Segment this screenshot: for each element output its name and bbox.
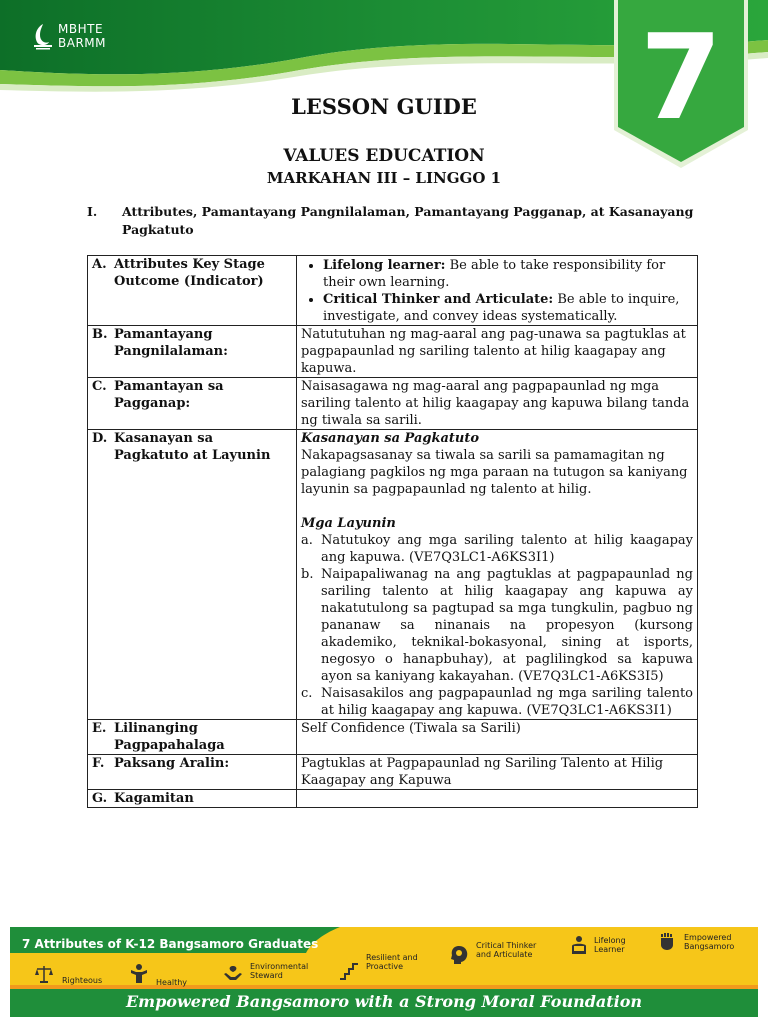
row-content: Self Confidence (Tiwala sa Sarili) [297,720,698,755]
fist-icon [656,930,678,952]
list-item: • Lifelong learner: Be able to take responsibility for their own learning. [323,257,693,291]
row-content: Naisasagawa ng mag-aaral ang pagpapaunlad ng mga sariling talento at hilig kaagapay ang kapuwa bilang tanda ng tiwala sa sarili. [297,378,698,430]
row-label: Kasanayan sa Pagkatuto at Layunin [114,431,271,463]
competency-heading: Kasanayan sa Pagkatuto [301,431,480,446]
table-row [88,378,698,430]
lesson-table [87,255,698,808]
footer-title: 7 Attributes of K-12 Bangsamoro Graduates [22,937,319,951]
table-row [88,256,698,326]
row-content: Natututuhan ng mag-aaral ang pag-unawa sa pagtuklas at pagpapaunlad ng sariling talento at hilig kaagapay ang kapuwa. [297,326,698,378]
head-gear-icon [448,944,470,966]
strong-person-icon [128,962,150,984]
attribute-label: Resilient and Proactive [366,953,418,971]
hands-plant-icon [222,962,244,984]
row-letter: A. [92,257,107,272]
logo-text-line2: BARMM [58,36,106,50]
row-label: Pamantayang Pangnilalaman: [114,327,228,359]
row-letter: E. [92,721,107,736]
row-letter: D. [92,431,108,446]
row-label: Pamantayan sa Pagganap: [114,379,224,411]
row-content: Pagtuklas at Pagpapaunlad ng Sariling Talento at Hilig Kaagapay ang Kapuwa [297,755,698,790]
row-letter: C. [92,379,107,394]
logo-text-line1: MBHTE [58,22,104,36]
list-item: • Critical Thinker and Articulate: Be able to inquire, investigate, and convey ideas systematically. [323,291,693,325]
competency-text: Nakapagsasanay sa tiwala sa sarili sa pamamagitan ng palagiang pagkilos ng mga paraan na tutugon sa kaniyang layunin sa pagpapaunlad ng talento at hilig. [301,448,688,497]
footer-motto: Empowered Bangsamoro with a Strong Moral Foundation [125,992,643,1011]
attribute-label: Critical Thinker and Articulate [476,941,537,959]
section-heading [87,203,707,239]
list-item: b. Naipapaliwanag na ang pagtuklas at pagpapaunlad ng sariling talento at hilig kaagapay ang kapuwa ay nakatutulong sa pagtupad sa mga tungkulin, pagbuo ng pananaw sa ninanais na propesyon (kursong akademiko, teknikal-bokasyonal, sining at isports, negosyo o hanapbuhay), at paglilingkod sa kapuwa ayon sa kaniyang kakayahan. (VE7Q3LC1-A6KS3I5) [301,567,693,684]
attribute-label: Environmental Steward [250,962,309,980]
section-number: I. [87,204,98,219]
row-label: Paksang Aralin: [114,756,230,771]
page-title: LESSON GUIDE [291,94,477,119]
row-letter: G. [92,791,108,806]
list-item: a. Natutukoy ang mga sariling talento at hilig kaagapay ang kapuwa. (VE7Q3LC1-A6KS3I1) [301,533,693,565]
attributes-list [301,257,693,325]
stairs-icon [338,958,360,980]
subject-title: VALUES EDUCATION [283,146,485,166]
reader-icon [568,934,590,956]
table-row [88,326,698,378]
table-row [88,755,698,790]
attribute-label: Empowered Bangsamoro [684,933,735,951]
table-row [88,430,698,720]
quarter-week: MARKAHAN III – LINGGO 1 [266,169,502,187]
section-text: Attributes, Pamantayang Pangnilalaman, Pamantayang Pagganap, at Kasanayang Pagkatuto [122,204,694,237]
row-label: Attributes Key Stage Outcome (Indicator) [114,257,265,289]
mbhte-logo [30,22,106,50]
attribute-label: Righteous [62,976,103,985]
table-row [88,790,698,808]
grade-number: 7 [639,8,723,146]
row-letter: B. [92,327,108,342]
row-label: Lilinanging Pagpapahalaga [114,721,225,753]
attribute-label: Lifelong Learner [594,936,626,954]
row-label: Kagamitan [114,791,194,806]
row-content [297,790,698,808]
attribute-label: Healthy [156,978,188,987]
objectives-list [301,532,693,719]
list-item: c. Naisasakilos ang pagpapaunlad ng mga sariling talento at hilig kaagapay ang kapuwa. (VE7Q3LC1-A6KS3I1) [301,686,693,718]
mosque-logo-icon [30,22,56,50]
table-row [88,720,698,755]
objectives-heading: Mga Layunin [301,516,396,531]
row-letter: F. [92,756,105,771]
scales-icon [34,964,54,984]
